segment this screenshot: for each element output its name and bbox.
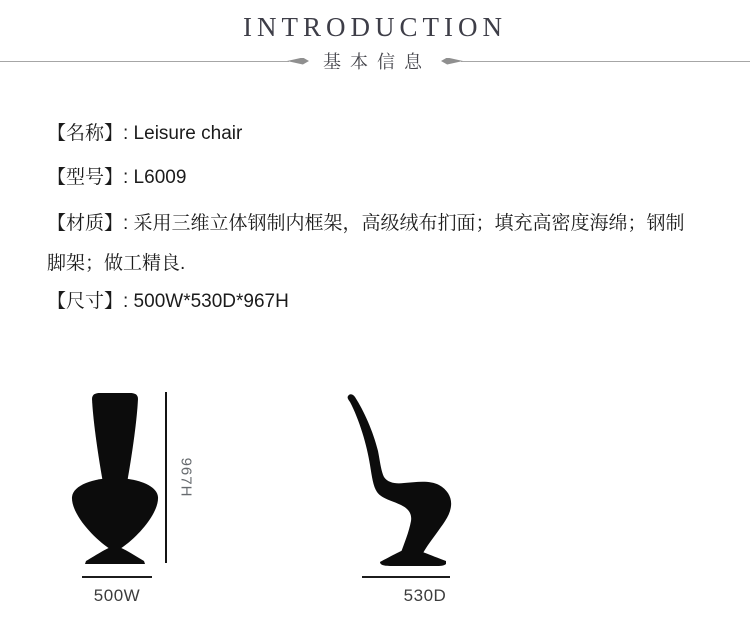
divider-line-left (0, 58, 309, 65)
spec-list (47, 122, 706, 314)
divider-bar-right (461, 61, 750, 62)
height-dimension-label (161, 392, 211, 563)
width-dimension-label: 500W (93, 586, 141, 605)
section-subtitle: 基本信息 (323, 52, 431, 72)
depth-dimension-line (362, 576, 450, 578)
divider-line-right (441, 58, 750, 65)
spec-material (47, 204, 706, 284)
spec-name: 【名称】: Leisure chair (47, 123, 243, 144)
height-dimension-value: 967H (177, 457, 195, 498)
spec-size: 【尺寸】: 500W*530D*967H (47, 291, 289, 312)
spec-material-line2: 脚架；做工精良. (47, 253, 186, 274)
page-title: INTRODUCTION (243, 12, 507, 42)
divider-bar-left (0, 61, 289, 62)
spec-model: 【型号】: L6009 (47, 167, 187, 188)
chair-side-silhouette (340, 389, 455, 569)
chair-front-silhouette (70, 391, 160, 566)
diamond-ornament-icon (441, 58, 463, 65)
subtitle-divider (0, 50, 750, 72)
depth-dimension-label: 530D (403, 586, 447, 605)
width-dimension-line (82, 576, 152, 578)
diamond-ornament-icon (287, 58, 309, 65)
spec-material-line1: 【材质】: 采用三维立体钢制内框架，高级绒布扪面；填充高密度海绵；钢制 (47, 213, 685, 234)
